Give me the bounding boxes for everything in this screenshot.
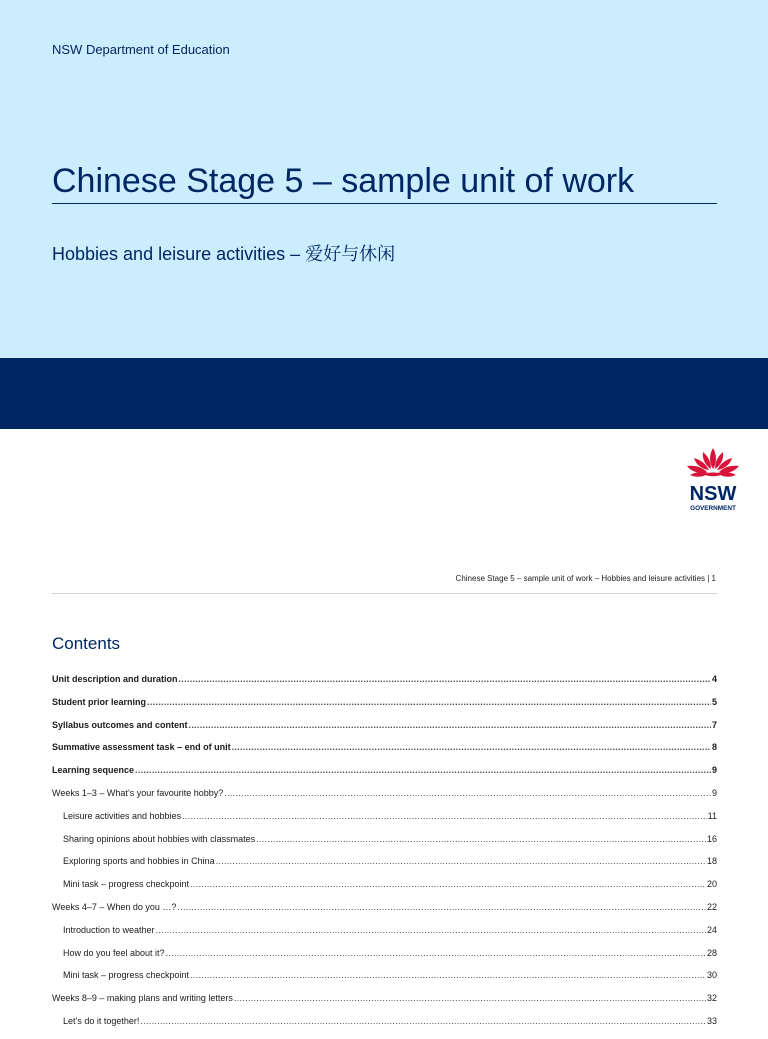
toc-entry-page[interactable]: 4: [711, 674, 717, 684]
toc-leader-dots: [190, 970, 706, 980]
toc-entry-title[interactable]: Mini task – progress checkpoint: [63, 879, 190, 890]
toc-leader-dots: [147, 697, 711, 707]
toc-entry[interactable]: [52, 674, 717, 697]
toc-entry-title[interactable]: Weeks 1–3 – What’s your favourite hobby?: [52, 787, 224, 798]
svg-text:GOVERNMENT: GOVERNMENT: [690, 505, 736, 512]
table-of-contents: [52, 674, 717, 1039]
department-name: NSW Department of Education: [52, 42, 230, 57]
toc-leader-dots: [179, 674, 711, 684]
toc-leader-dots: [224, 788, 711, 798]
toc-entry-page[interactable]: 8: [711, 742, 717, 753]
toc-leader-dots: [166, 948, 706, 958]
toc-entry[interactable]: [52, 993, 717, 1016]
toc-entry-page[interactable]: 11: [707, 810, 717, 821]
toc-entry[interactable]: [52, 1016, 717, 1039]
toc-entry-page[interactable]: 5: [711, 696, 717, 707]
toc-entry-title[interactable]: Exploring sports and hobbies in China: [63, 856, 215, 867]
toc-entry-title[interactable]: Let’s do it together!: [63, 1015, 140, 1026]
cover-band: [0, 358, 768, 429]
contents-heading: Contents: [52, 634, 121, 653]
toc-leader-dots: [232, 742, 711, 752]
toc-leader-dots: [216, 856, 706, 866]
running-header: Chinese Stage 5 – sample unit of work – Hobbies and leisure activities | 1: [455, 574, 716, 583]
toc-entry-page[interactable]: 32: [706, 993, 717, 1004]
toc-entry-title[interactable]: Leisure activities and hobbies: [63, 810, 182, 821]
toc-leader-dots: [156, 925, 706, 935]
toc-entry-page[interactable]: 18: [706, 856, 717, 867]
toc-entry-title[interactable]: Sharing opinions about hobbies with classmates: [63, 833, 256, 844]
toc-entry[interactable]: [52, 720, 717, 743]
toc-leader-dots: [189, 720, 711, 730]
toc-leader-dots: [190, 879, 706, 889]
toc-entry[interactable]: [52, 765, 717, 788]
toc-entry-page[interactable]: 28: [706, 947, 717, 958]
toc-entry[interactable]: [52, 948, 717, 971]
toc-entry-title[interactable]: Learning sequence: [52, 765, 135, 776]
toc-entry-title[interactable]: Weeks 8–9 – making plans and writing letters: [52, 993, 233, 1004]
toc-entry[interactable]: [52, 902, 717, 925]
toc-entry[interactable]: [52, 925, 717, 948]
toc-entry[interactable]: [52, 811, 717, 834]
toc-leader-dots: [256, 834, 706, 844]
toc-entry-title[interactable]: Syllabus outcomes and content: [52, 719, 188, 730]
toc-leader-dots: [182, 811, 707, 821]
toc-entry[interactable]: [52, 788, 717, 811]
toc-entry-title[interactable]: Summative assessment task – end of unit: [52, 742, 231, 753]
toc-entry-title[interactable]: Unit description and duration: [52, 674, 178, 684]
document-title: Chinese Stage 5 – sample unit of work: [52, 162, 635, 200]
toc-entry-page[interactable]: 16: [706, 833, 717, 844]
toc-entry-title[interactable]: Student prior learning: [52, 696, 147, 707]
toc-leader-dots: [140, 1016, 706, 1026]
toc-entry[interactable]: [52, 697, 717, 720]
toc-entry-title[interactable]: How do you feel about it?: [63, 947, 165, 958]
toc-leader-dots: [234, 993, 706, 1003]
toc-entry[interactable]: [52, 834, 717, 857]
toc-entry-page[interactable]: 22: [706, 901, 717, 912]
toc-entry-page[interactable]: 24: [706, 924, 717, 935]
toc-entry-page[interactable]: 20: [706, 879, 717, 890]
title-divider: [52, 203, 717, 204]
toc-entry-title[interactable]: Weeks 4–7 – When do you …?: [52, 901, 177, 912]
toc-entry-page[interactable]: 9: [711, 765, 717, 776]
toc-leader-dots: [177, 902, 706, 912]
toc-entry-title[interactable]: Mini task – progress checkpoint: [63, 970, 190, 981]
toc-entry-page[interactable]: 7: [711, 719, 717, 730]
toc-entry-page[interactable]: 30: [706, 970, 717, 981]
header-divider: [52, 593, 717, 594]
toc-entry-page[interactable]: 9: [711, 787, 717, 798]
toc-entry[interactable]: [52, 856, 717, 879]
toc-entry[interactable]: [52, 970, 717, 993]
toc-entry[interactable]: [52, 742, 717, 765]
svg-text:NSW: NSW: [689, 483, 737, 505]
toc-entry-page[interactable]: 33: [706, 1015, 717, 1026]
toc-entry-title[interactable]: Introduction to weather: [63, 924, 155, 935]
toc-entry[interactable]: [52, 879, 717, 902]
nsw-government-logo-icon: [678, 444, 748, 514]
document-subtitle: Hobbies and leisure activities – 爱好与休闲: [52, 244, 396, 264]
toc-leader-dots: [135, 765, 711, 775]
